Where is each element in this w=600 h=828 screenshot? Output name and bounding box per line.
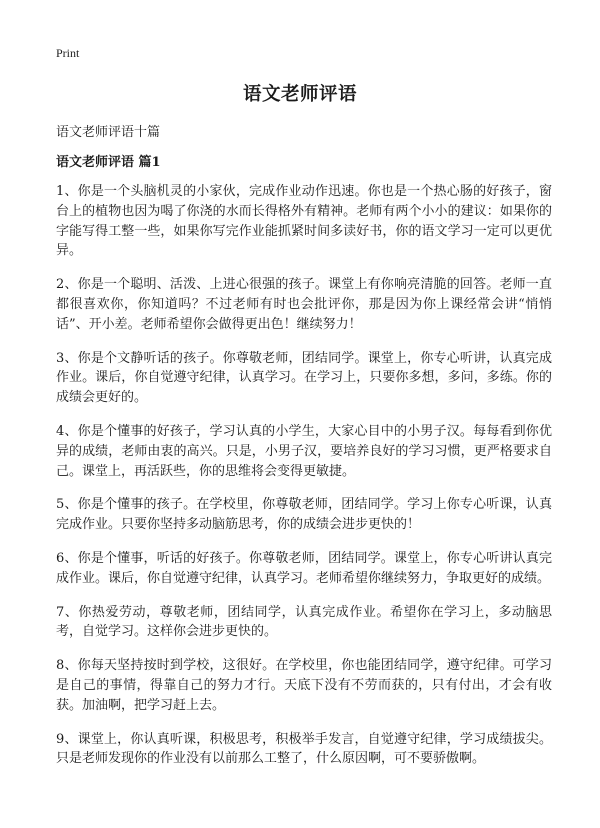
- comment-paragraph-7: 7、你热爱劳动，尊敬老师，团结同学，认真完成作业。希望你在学习上，多动脑思考，自觉学习。这样你会进步更快的。: [56, 604, 552, 640]
- print-link[interactable]: Print: [56, 46, 80, 60]
- comment-paragraph-9: 9、课堂上，你认真听课，积极思考，积极举手发言，自觉遵守纪律，学习成绩拔尖。只是老师发现你的作业没有以前那么工整了，什么原因啊，可不要骄傲啊。: [56, 731, 552, 767]
- comment-paragraph-5: 5、你是个懂事的孩子。在学校里，你尊敬老师，团结同学。学习上你专心听课，认真完成作业。只要你坚持多动脑筋思考，你的成绩会进步更快的！: [56, 497, 552, 533]
- comment-paragraph-3: 3、你是个文静听话的孩子。你尊敬老师，团结同学。课堂上，你专心听讲，认真完成作业。课后，你自觉遵守纪律，认真学习。在学习上，只要你多想，多问，多练。你的成绩会更好的。: [56, 350, 552, 406]
- comment-paragraph-6: 6、你是个懂事，听话的好孩子。你尊敬老师，团结同学。课堂上，你专心听讲认真完成作业。课后，你自觉遵守纪律，认真学习。老师希望你继续努力，争取更好的成绩。: [56, 550, 552, 586]
- document-title: 语文老师评语: [242, 84, 357, 105]
- comment-paragraph-1: 1、你是一个头脑机灵的小家伙，完成作业动作迅速。你也是一个热心肠的好孩子，窗台上的植物也因为喝了你浇的水而长得格外有精神。老师有两个小小的建议：如果你的字能写得工整一些，如果你写完作业能抓紧时间多读好书，你的语文学习一定可以更优异。: [56, 184, 552, 259]
- comment-paragraph-4: 4、你是个懂事的好孩子，学习认真的小学生，大家心目中的小男子汉。每每看到你优异的成绩，老师由衷的高兴。只是，小男子汉，要培养良好的学习习惯，更严格要求自己。课堂上，再活跃些，你的思维将会变得更敏捷。: [56, 423, 552, 479]
- comment-paragraph-8: 8、你每天坚持按时到学校，这很好。在学校里，你也能团结同学，遵守纪律。可学习是自己的事情，得靠自己的努力才行。天底下没有不劳而获的，只有付出，才会有收获。加油啊，把学习赶上去。: [56, 658, 552, 713]
- comment-list: [56, 182, 552, 783]
- document-subtitle: 语文老师评语十篇: [56, 125, 161, 140]
- section-heading: 语文老师评语 篇1: [56, 155, 161, 170]
- comment-paragraph-2: 2、你是一个聪明、活泼、上进心很强的孩子。课堂上有你响亮清脆的回答。老师一直都很喜欢你，你知道吗？不过老师有时也会批评你，那是因为你上课经常会讲“悄悄话”、开小差。老师希望你会做得更出色！继续努力！: [56, 277, 552, 332]
